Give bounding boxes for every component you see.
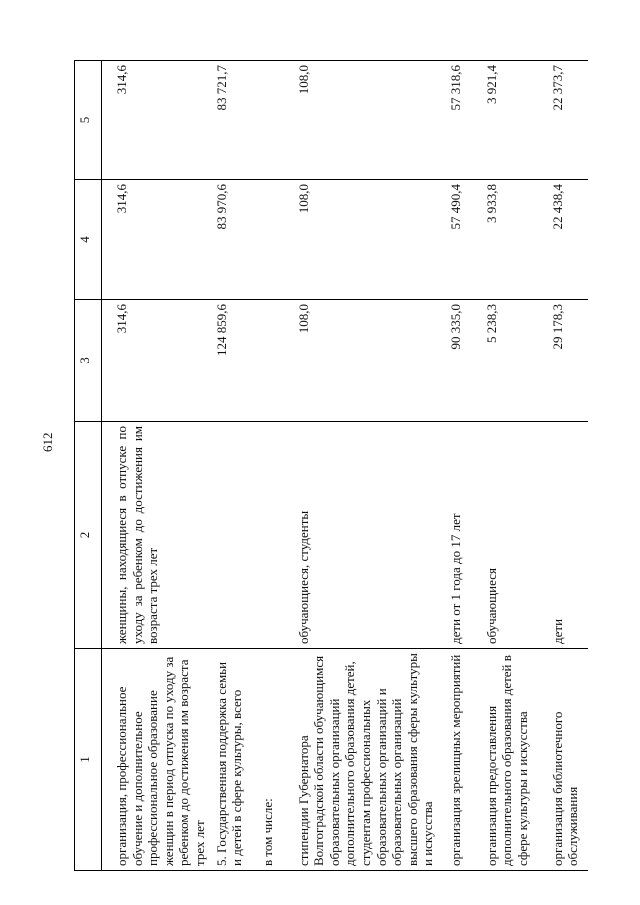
- row-col3-value: 124 859,6: [212, 300, 258, 422]
- row-col4-value: 3 933,8: [482, 180, 548, 300]
- table-row: [212, 61, 258, 871]
- row-col3-value: 108,0: [294, 300, 446, 422]
- row-recipients: [212, 422, 258, 649]
- table-header: [75, 61, 102, 871]
- table-row: [112, 61, 212, 871]
- table-row: [294, 61, 446, 871]
- row-col4-value: 108,0: [294, 180, 446, 300]
- table-row: [446, 61, 482, 871]
- table-row: [548, 61, 588, 871]
- row-col5-value: 3 921,4: [482, 61, 548, 180]
- row-col4-value: 57 490,4: [446, 180, 482, 300]
- row-name: в том числе:: [258, 649, 294, 871]
- row-col4-value: 83 970,6: [212, 180, 258, 300]
- row-col5-value: 57 318,6: [446, 61, 482, 180]
- row-col3-value: 5 238,3: [482, 300, 548, 422]
- table-row: [482, 61, 548, 871]
- row-col4-value: 314,6: [112, 180, 212, 300]
- row-recipients: обучающиеся, студенты: [294, 422, 446, 649]
- row-col5-value: 22 373,7: [548, 61, 588, 180]
- column-header-1: 1: [75, 649, 102, 871]
- column-header-2: 2: [75, 422, 102, 649]
- row-col4-value: [258, 180, 294, 300]
- column-header-4: 4: [75, 180, 102, 300]
- row-name: организация, профессиональное обучение и дополнительное профессиональное образование женщин в период отпуска по уходу за ребенком до достижения им возраста трех лет: [112, 649, 212, 871]
- row-name: стипендии Губернатора Волгоградской области обучающимся образовательных организаций дополнительного образования детей, студентам профессиональных образовательных организаций и образовательных организаций высшего образования сферы культуры и искусства: [294, 649, 446, 871]
- row-col4-value: 22 438,4: [548, 180, 588, 300]
- spacer-row: [102, 61, 113, 871]
- row-col5-value: 314,6: [112, 61, 212, 180]
- row-name: организация предоставления дополнительного образования детей в сфере культуры и искусства: [482, 649, 548, 871]
- page-number: 612: [40, 432, 55, 452]
- row-name: 5. Государственная поддержка семьи и детей в сфере культуры, всего: [212, 649, 258, 871]
- row-name: организация зрелищных мероприятий: [446, 649, 482, 871]
- row-col3-value: 90 335,0: [446, 300, 482, 422]
- row-recipients: [258, 422, 294, 649]
- row-recipients: дети: [548, 422, 588, 649]
- column-header-5: 5: [75, 61, 102, 180]
- row-col3-value: [258, 300, 294, 422]
- row-recipients: дети от 1 года до 17 лет: [446, 422, 482, 649]
- row-recipients: обучающиеся: [482, 422, 548, 649]
- row-name: организация библиотечного обслуживания: [548, 649, 588, 871]
- row-col5-value: [258, 61, 294, 180]
- row-col5-value: 108,0: [294, 61, 446, 180]
- row-col3-value: 29 178,3: [548, 300, 588, 422]
- row-recipients: женщины, находящиеся в отпуске по уходу за ребенком до достижения им возраста трех лет: [112, 422, 212, 649]
- row-col3-value: 314,6: [112, 300, 212, 422]
- table-row: [258, 61, 294, 871]
- budget-table: [74, 60, 588, 871]
- column-header-3: 3: [75, 300, 102, 422]
- row-col5-value: 83 721,7: [212, 61, 258, 180]
- rotated-table-container: [74, 61, 596, 871]
